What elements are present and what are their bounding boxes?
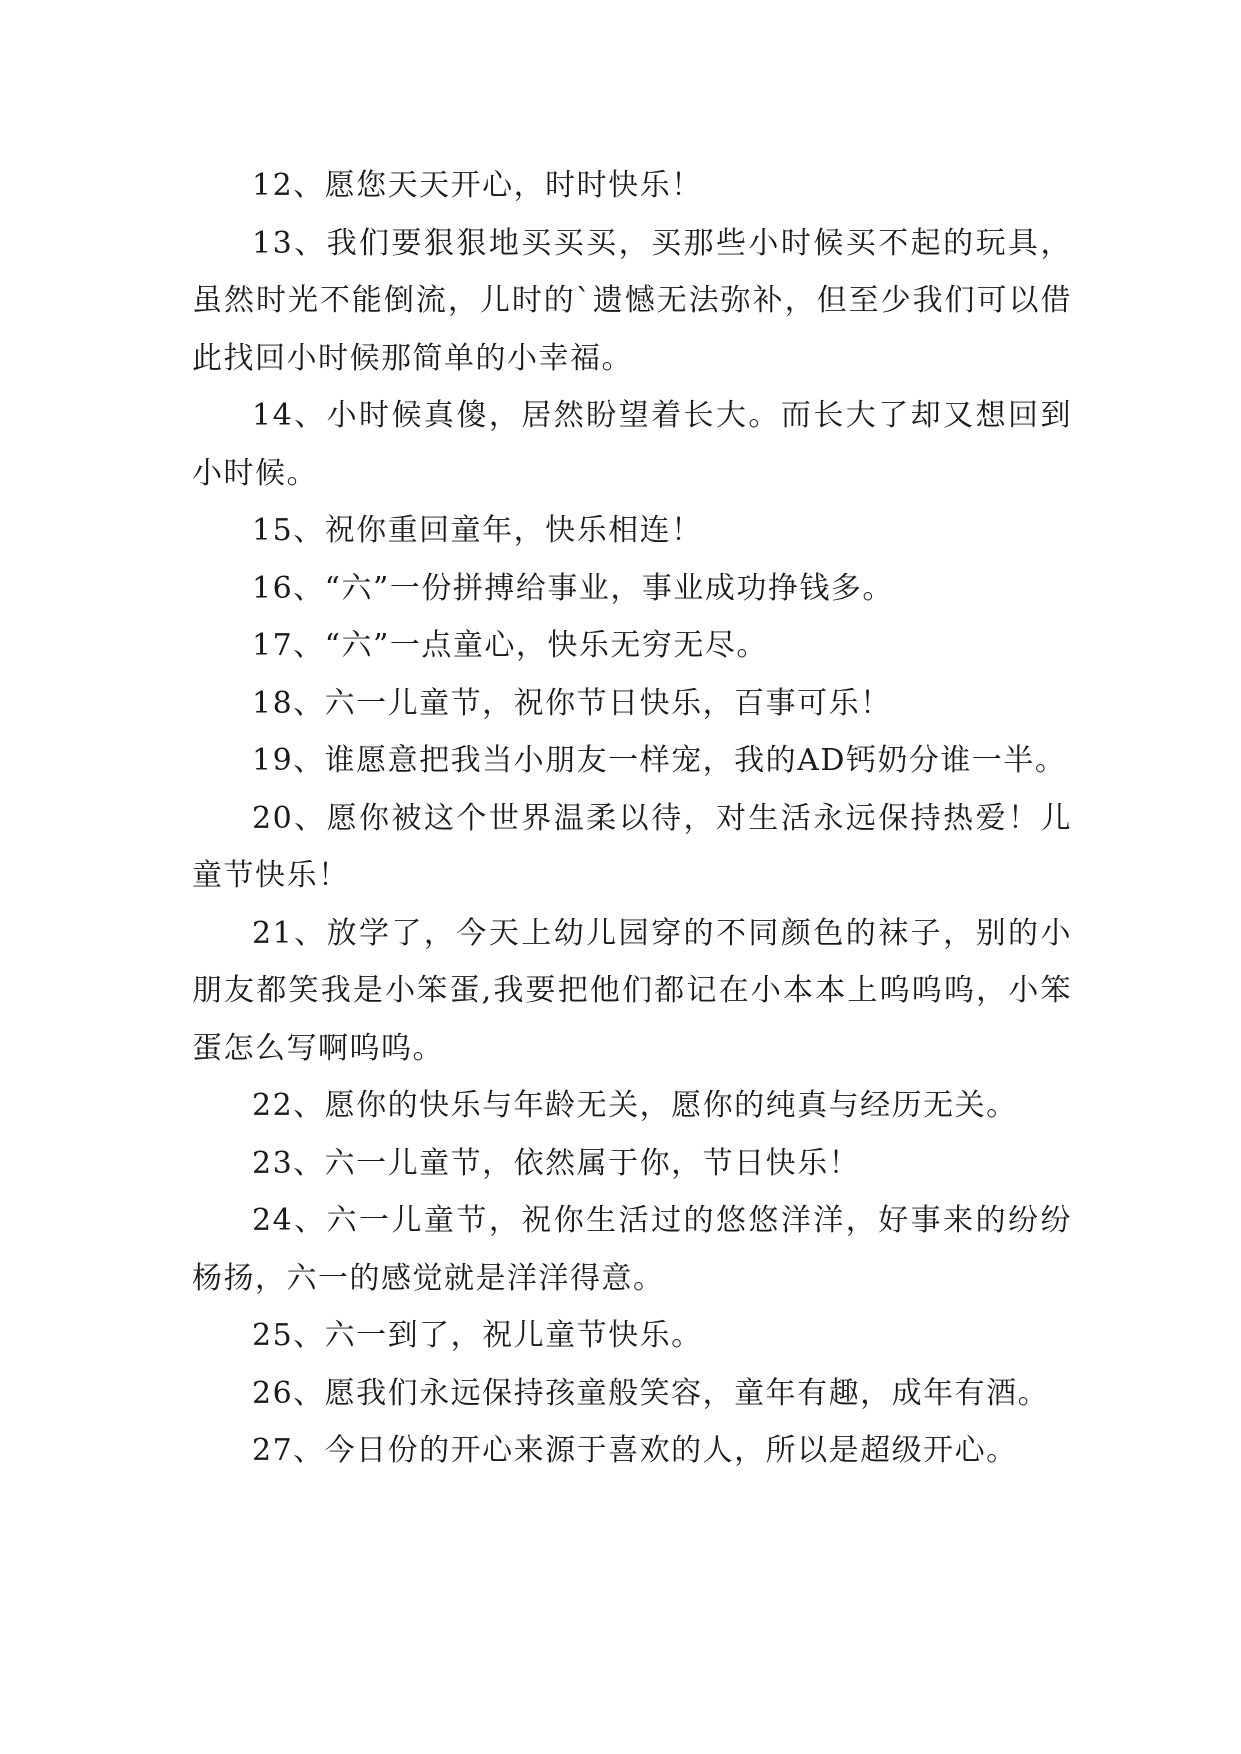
paragraph-22: 22、愿你的快乐与年龄无关，愿你的纯真与经历无关。 (252, 1088, 1018, 1123)
paragraph-16: 16、“六”一份拼搏给事业，事业成功挣钱多。 (252, 570, 894, 606)
document-body (192, 157, 1072, 1480)
paragraph-13: 13、我们要狠狠地买买买，买那些小时候买不起的玩具，虽然时光不能倒流，儿时的`遗憾无法弥补，但至少我们可以借此找回小时候那简单的小幸福。 (192, 225, 1072, 376)
paragraph-14: 14、小时候真傻，居然盼望着长大。而长大了却又想回到小时候。 (192, 398, 1072, 491)
paragraph-23: 23、六一儿童节，依然属于你，节日快乐！ (252, 1145, 861, 1181)
paragraph-24: 24、六一儿童节，祝你生活过的悠悠洋洋，好事来的纷纷杨扬，六一的感觉就是洋洋得意。 (192, 1203, 1072, 1296)
paragraph-19: 19、谁愿意把我当小朋友一样宠，我的AD钙奶分谁一半。 (252, 743, 1067, 778)
paragraph-12: 12、愿您天天开心，时时快乐！ (252, 168, 703, 203)
paragraph-17: 17、“六”一点童心，快乐无穷无尽。 (252, 628, 768, 663)
paragraph-20: 20、愿你被这个世界温柔以待，对生活永远保持热爱！儿童节快乐！ (192, 800, 1072, 893)
paragraph-27: 27、今日份的开心来源于喜欢的人，所以是超级开心。 (252, 1433, 1018, 1468)
paragraph-15: 15、祝你重回童年，快乐相连！ (252, 513, 703, 548)
paragraph-18: 18、六一儿童节，祝你节日快乐，百事可乐！ (252, 685, 892, 721)
paragraph-21: 21、放学了，今天上幼儿园穿的不同颜色的袜子，别的小朋友都笑我是小笨蛋,我要把他们都记在小本本上呜呜呜，小笨蛋怎么写啊呜呜。 (192, 915, 1072, 1066)
paragraph-25: 25、六一到了，祝儿童节快乐。 (252, 1318, 703, 1353)
paragraph-26: 26、愿我们永远保持孩童般笑容，童年有趣，成年有酒。 (252, 1375, 1050, 1411)
